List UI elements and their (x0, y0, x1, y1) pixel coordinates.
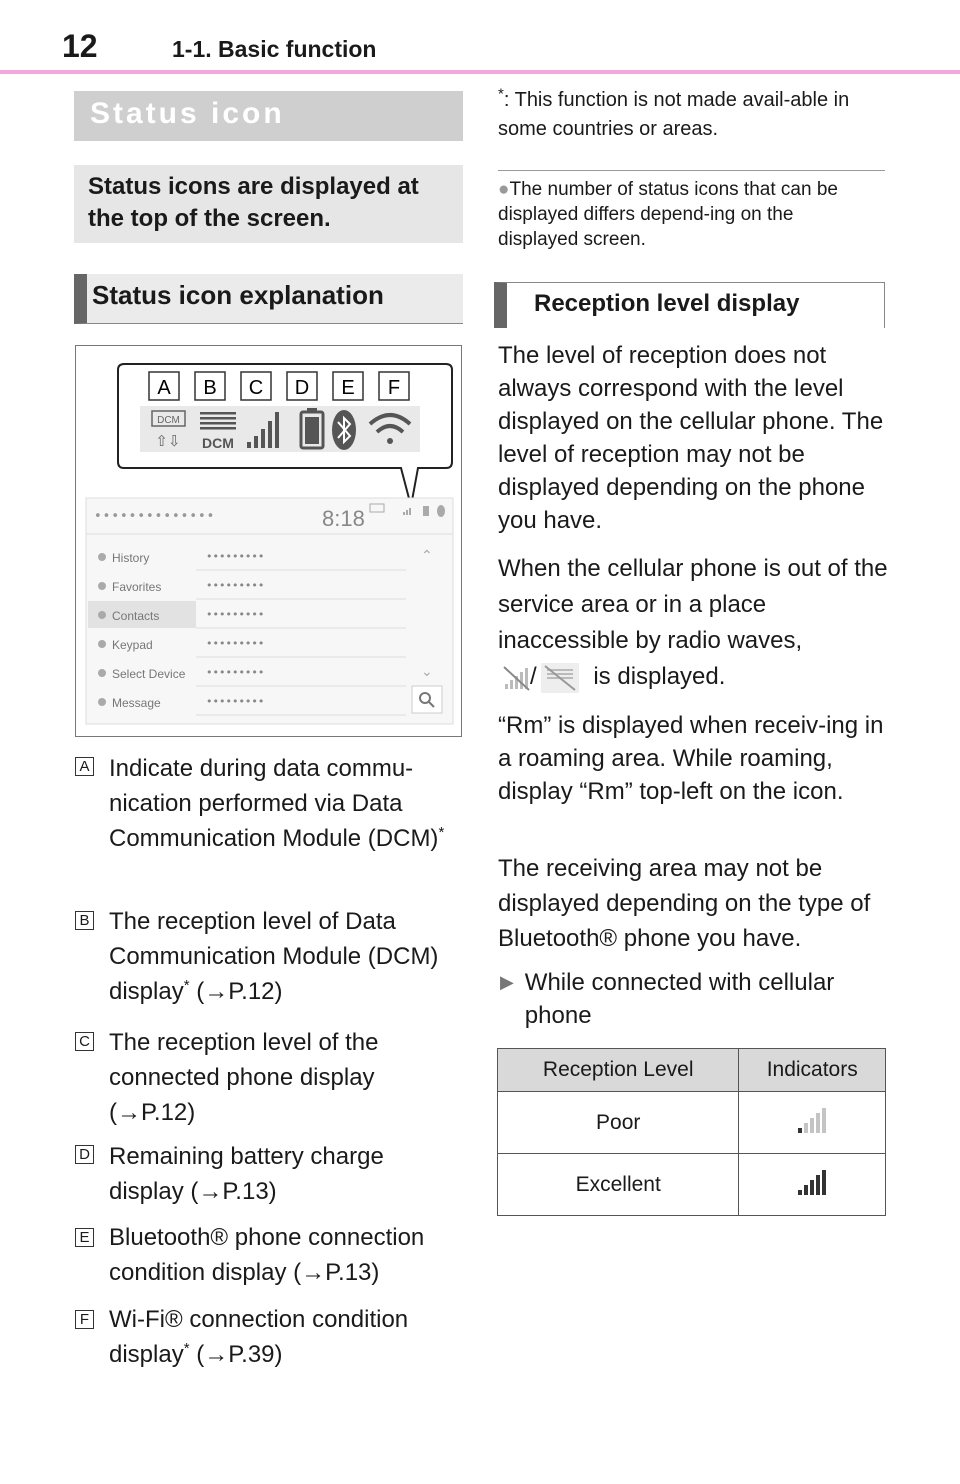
menu-item-icon (98, 640, 106, 648)
page-number: 12 (62, 28, 98, 64)
reception-paragraph-2: When the cellular phone is out of the service area or in a place inaccessible by radio waves, / is displayed. (498, 551, 888, 695)
contact-entry: ••••••••• (206, 608, 265, 621)
menu-item-label: History (112, 551, 150, 565)
status-icon-banner (74, 91, 463, 141)
intro-box (74, 165, 463, 243)
menu-item-label: Contacts (112, 609, 160, 623)
item-e: Bluetooth® phone connection condition display (→P.13) (109, 1224, 425, 1286)
callout-label: F (387, 377, 401, 399)
bluetooth-icon (332, 410, 356, 450)
table-cell-level: Poor (498, 1092, 739, 1154)
signal-bar (798, 1190, 802, 1195)
info-note: ●The number of status icons that can be displayed differs depend-ing on the displayed screen. (498, 179, 838, 250)
table-cell-indicator (739, 1154, 886, 1216)
explanation-heading (74, 274, 463, 324)
svg-text:⌄: ⌄ (421, 664, 433, 680)
section-title: 1-1. Basic function (172, 36, 377, 62)
table-cell-indicator (739, 1092, 886, 1154)
reception-paragraph-3: “Rm” is displayed when receiv-ing in a roaming area. While roaming, display “Rm” top-left on the icon. (498, 712, 884, 805)
triangle-bullet-icon: ▶ (500, 972, 514, 992)
marker-d: D (75, 1145, 94, 1164)
banner-title: Status icon (90, 97, 285, 130)
marker-c: C (75, 1032, 94, 1051)
intro-text: Status icons are displayed at the top of the screen. (88, 173, 419, 232)
marker-f: F (75, 1310, 94, 1329)
table-cell-level: Excellent (498, 1154, 739, 1216)
signal-bar (804, 1185, 808, 1195)
signal-bar (810, 1118, 814, 1133)
svg-text:DCM: DCM (202, 435, 234, 451)
signal-bar (810, 1180, 814, 1195)
no-dcm-signal-icon (541, 663, 579, 693)
item-f: Wi-Fi® connection condition display* (→P.39) (109, 1306, 409, 1368)
callout-label: B (203, 377, 217, 399)
svg-text:DCM: DCM (157, 415, 180, 426)
callout-label: C (248, 377, 264, 399)
reception-heading (494, 282, 885, 328)
table-row (498, 1154, 886, 1216)
signal-bar (816, 1175, 820, 1195)
menu-item-icon (98, 553, 106, 561)
menu-item-label: Keypad (112, 638, 153, 652)
no-signal-icon (502, 665, 530, 691)
item-b: The reception level of Data Communication Module (DCM) display* (→P.12) (109, 908, 439, 1005)
callout-label: D (294, 377, 310, 399)
svg-text:⌃: ⌃ (421, 548, 433, 564)
menu-item-label: Select Device (112, 667, 186, 681)
contact-entry: ••••••••• (206, 579, 265, 592)
table-header: Indicators (739, 1049, 886, 1092)
reception-paragraph-1: The level of reception does not always correspond with the level displayed on the cellular phone. The level of reception may not be displayed depending on the phone you have. (498, 342, 884, 534)
signal-bar (804, 1123, 808, 1133)
marker-b: B (75, 911, 94, 930)
menu-item-icon (98, 611, 106, 619)
contact-entry: ••••••••• (206, 666, 265, 679)
header-rule (0, 70, 960, 74)
marker-a: A (75, 757, 94, 776)
signal-bar (822, 1170, 826, 1195)
contact-entry: ••••••••• (206, 695, 265, 708)
explanation-heading-text: Status icon explanation (92, 280, 384, 310)
footnote: *: This function is not made avail-able in some countries or areas. (498, 85, 850, 140)
marker-e: E (75, 1228, 94, 1247)
callout-label: E (341, 377, 355, 399)
signal-bar (822, 1108, 826, 1133)
reception-heading-text: Reception level display (534, 290, 800, 317)
menu-item-icon (98, 698, 106, 706)
table-row (498, 1092, 886, 1154)
signal-bars-icon (795, 1167, 829, 1197)
item-a: Indicate during data commu-nication performed via Data Communication Module (DCM)* (109, 755, 445, 852)
svg-text:••••••••••••••: •••••••••••••• (94, 509, 216, 524)
item-c: The reception level of the connected phone display (→P.12) (109, 1029, 379, 1126)
table-header: Reception Level (498, 1049, 739, 1092)
footnote-divider (498, 170, 885, 171)
menu-item-icon (98, 582, 106, 590)
menu-item-label: Message (112, 696, 161, 710)
contact-entry: ••••••••• (206, 637, 265, 650)
menu-item-label: Favorites (112, 580, 162, 594)
item-d: Remaining battery charge display (→P.13) (109, 1143, 384, 1205)
reception-paragraph-4: The receiving area may not be displayed depending on the type of Bluetooth® phone you have. (498, 855, 871, 952)
bullet-icon: ● (498, 179, 510, 200)
callout-label: A (157, 377, 171, 399)
signal-bars-icon (795, 1105, 829, 1135)
reception-subsection: ▶ While connected with cellular phone (500, 966, 890, 1032)
svg-text:8:18: 8:18 (322, 506, 365, 531)
signal-bar (816, 1113, 820, 1133)
contact-entry: ••••••••• (206, 550, 265, 563)
screen-illustration (75, 345, 462, 737)
screen-svg (76, 346, 461, 736)
reception-table (497, 1048, 886, 1216)
svg-text:⇧⇩: ⇧⇩ (155, 432, 181, 450)
signal-bar (798, 1128, 802, 1133)
menu-item-icon (98, 669, 106, 677)
